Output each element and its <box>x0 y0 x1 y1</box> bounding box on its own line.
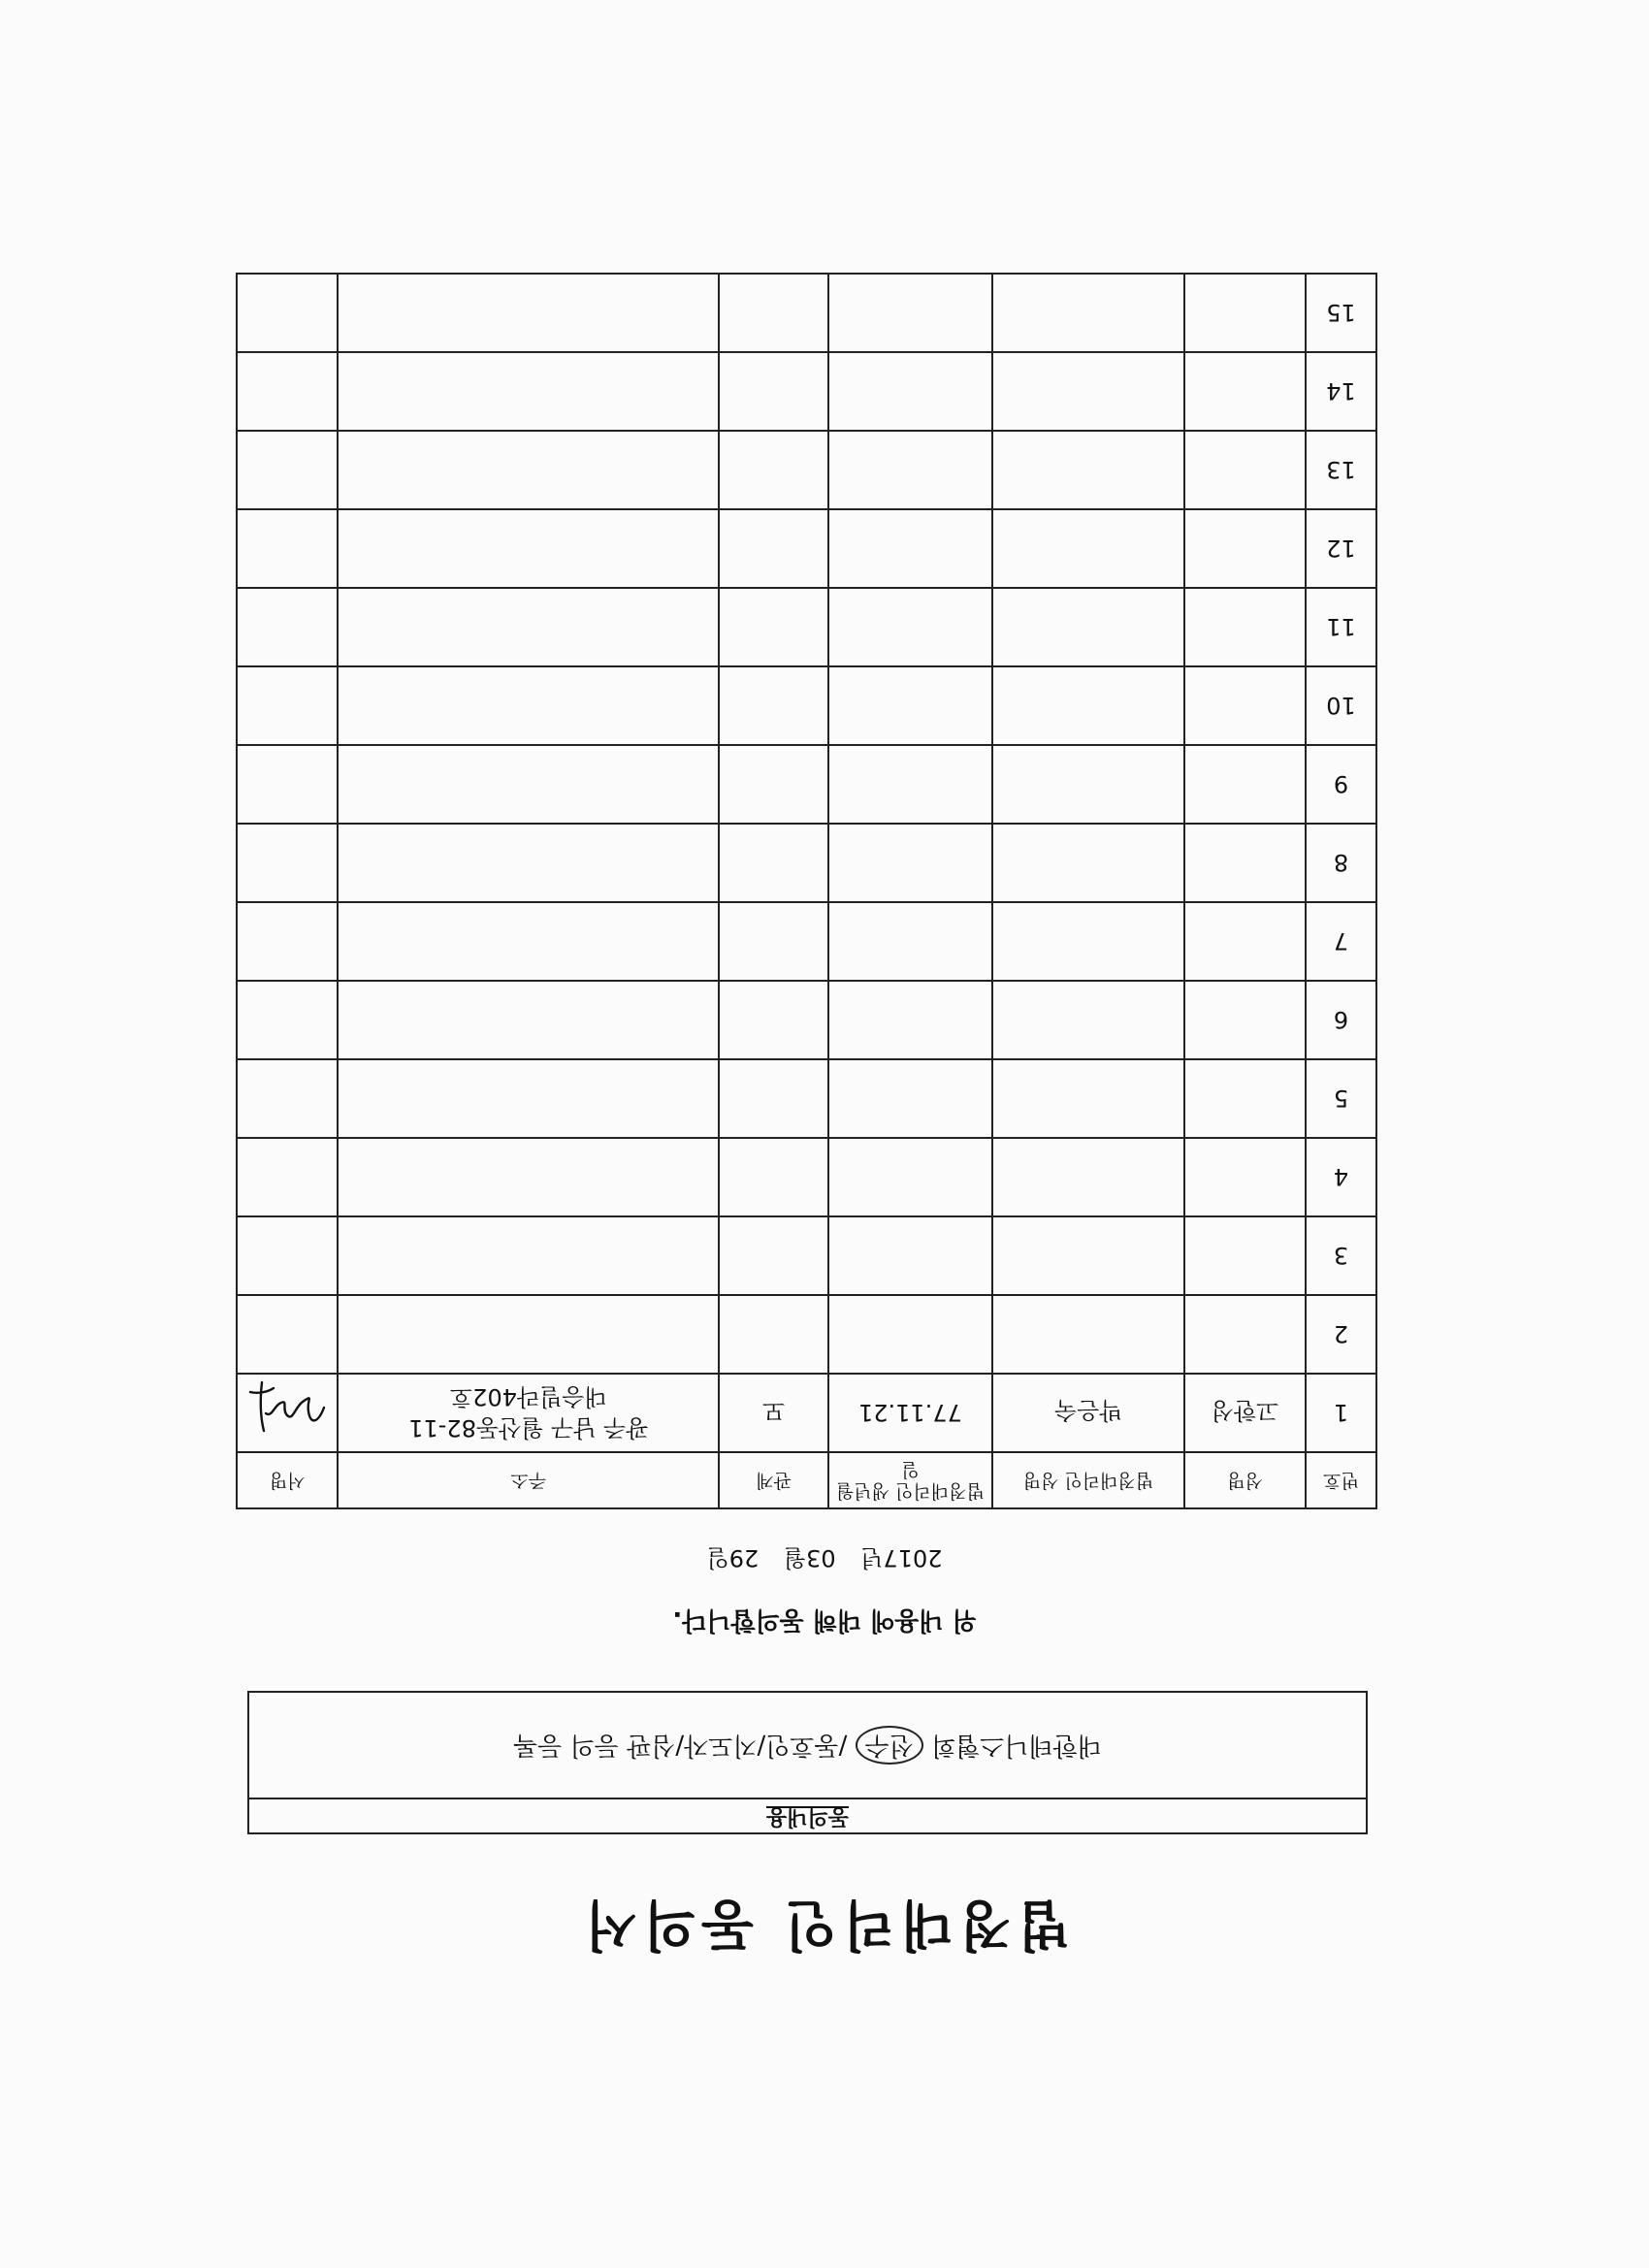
cell-relation <box>719 588 828 666</box>
cell-sign <box>237 1138 338 1216</box>
consent-header: 동의내용 <box>249 1798 1366 1832</box>
cell-rep-name <box>992 824 1184 902</box>
cell-no: 11 <box>1306 588 1376 666</box>
cell-rep-name <box>992 666 1184 745</box>
table-row <box>237 352 1376 431</box>
cell-rep-name <box>992 1138 1184 1216</box>
cell-sign <box>237 274 338 352</box>
cell-sign <box>237 1059 338 1138</box>
cell-name <box>1184 588 1306 666</box>
cell-no: 14 <box>1306 352 1376 431</box>
handwritten-signature <box>242 1376 332 1451</box>
cell-relation <box>719 902 828 981</box>
table-row <box>237 509 1376 588</box>
cell-rep-name <box>992 274 1184 352</box>
cell-address <box>338 1216 719 1295</box>
cell-no: 1 <box>1306 1374 1376 1452</box>
cell-no: 5 <box>1306 1059 1376 1138</box>
cell-rep-name <box>992 1295 1184 1374</box>
cell-relation <box>719 745 828 824</box>
header-rep-name: 법정대리인 성명 <box>992 1452 1184 1508</box>
cell-rep-birth <box>828 274 992 352</box>
cell-rep-birth: 77.11.21 <box>828 1374 992 1452</box>
cell-no: 12 <box>1306 509 1376 588</box>
cell-rep-name <box>992 1216 1184 1295</box>
cell-rep-name: 박은숙 <box>992 1374 1184 1452</box>
cell-rep-birth <box>828 902 992 981</box>
cell-sign <box>237 431 338 509</box>
table-row <box>237 981 1376 1059</box>
cell-address <box>338 745 719 824</box>
table-row <box>237 588 1376 666</box>
cell-rep-name <box>992 902 1184 981</box>
cell-address <box>338 352 719 431</box>
cell-name <box>1184 274 1306 352</box>
table-body <box>237 274 1376 1452</box>
cell-no: 4 <box>1306 1138 1376 1216</box>
cell-address <box>338 274 719 352</box>
cell-no: 10 <box>1306 666 1376 745</box>
cell-address <box>338 1138 719 1216</box>
cell-sign <box>237 824 338 902</box>
cell-rep-birth <box>828 981 992 1059</box>
header-no: 번호 <box>1306 1452 1376 1508</box>
cell-rep-birth <box>828 666 992 745</box>
cell-relation <box>719 509 828 588</box>
cell-sign <box>237 902 338 981</box>
cell-address <box>338 981 719 1059</box>
table-row <box>237 1295 1376 1374</box>
consent-text-after: /동호인/지도자/심판 등의 등록 <box>513 1731 848 1760</box>
cell-name <box>1184 745 1306 824</box>
cell-no: 2 <box>1306 1295 1376 1374</box>
address-line-2: 대승빌라402호 <box>449 1383 607 1411</box>
table-row <box>237 1374 1376 1452</box>
header-address: 주소 <box>338 1452 719 1508</box>
cell-name <box>1184 666 1306 745</box>
cell-rep-birth <box>828 1059 992 1138</box>
cell-name <box>1184 509 1306 588</box>
cell-address <box>338 588 719 666</box>
cell-relation <box>719 1059 828 1138</box>
cell-sign <box>237 745 338 824</box>
cell-sign <box>237 352 338 431</box>
cell-no: 15 <box>1306 274 1376 352</box>
cell-name <box>1184 981 1306 1059</box>
header-sign: 서명 <box>237 1452 338 1508</box>
cell-name: 고한성 <box>1184 1374 1306 1452</box>
cell-name <box>1184 1059 1306 1138</box>
table-row <box>237 824 1376 902</box>
cell-no: 6 <box>1306 981 1376 1059</box>
cell-relation: 모 <box>719 1374 828 1452</box>
cell-name <box>1184 1216 1306 1295</box>
agreement-statement: 위 내용에 대해 동의합니다. <box>672 1605 977 1635</box>
cell-rep-birth <box>828 1138 992 1216</box>
cell-sign <box>237 1216 338 1295</box>
consent-text-before: 대한테니스협회 <box>931 1731 1102 1760</box>
cell-sign <box>237 509 338 588</box>
cell-name <box>1184 824 1306 902</box>
cell-relation <box>719 1138 828 1216</box>
cell-name <box>1184 352 1306 431</box>
cell-sign <box>237 588 338 666</box>
cell-no: 9 <box>1306 745 1376 824</box>
cell-sign <box>237 1374 338 1452</box>
cell-relation <box>719 981 828 1059</box>
cell-no: 8 <box>1306 824 1376 902</box>
cell-rep-name <box>992 509 1184 588</box>
cell-rep-name <box>992 431 1184 509</box>
cell-rep-birth <box>828 745 992 824</box>
consent-box <box>247 1691 1368 1834</box>
cell-relation <box>719 274 828 352</box>
cell-name <box>1184 431 1306 509</box>
cell-rep-name <box>992 1059 1184 1138</box>
header-relation: 관계 <box>719 1452 828 1508</box>
cell-rep-birth <box>828 509 992 588</box>
address-line-1: 광주 남구 월산동82-11 <box>408 1414 649 1442</box>
cell-relation <box>719 1216 828 1295</box>
signing-date: 2017년 03월 29일 <box>706 1544 943 1571</box>
cell-no: 3 <box>1306 1216 1376 1295</box>
cell-rep-name <box>992 588 1184 666</box>
cell-relation <box>719 352 828 431</box>
table-header-row <box>237 1452 1376 1508</box>
cell-rep-name <box>992 981 1184 1059</box>
header-rep-birth: 법정대리인 생년월일 <box>828 1452 992 1508</box>
table-row <box>237 431 1376 509</box>
cell-address <box>338 1295 719 1374</box>
cell-address <box>338 824 719 902</box>
table-row <box>237 1216 1376 1295</box>
cell-no: 13 <box>1306 431 1376 509</box>
cell-address <box>338 1059 719 1138</box>
cell-rep-birth <box>828 588 992 666</box>
cell-name <box>1184 902 1306 981</box>
circled-selection: 선수 <box>856 1726 923 1765</box>
cell-rep-birth <box>828 431 992 509</box>
cell-sign <box>237 981 338 1059</box>
guardian-table <box>236 273 1377 1509</box>
table-row <box>237 666 1376 745</box>
cell-relation <box>719 666 828 745</box>
cell-sign <box>237 666 338 745</box>
consent-content <box>249 1693 1366 1798</box>
cell-name <box>1184 1138 1306 1216</box>
cell-rep-birth <box>828 824 992 902</box>
cell-rep-name <box>992 745 1184 824</box>
cell-sign <box>237 1295 338 1374</box>
cell-relation <box>719 824 828 902</box>
table-row <box>237 902 1376 981</box>
cell-address <box>338 666 719 745</box>
cell-relation <box>719 431 828 509</box>
cell-relation <box>719 1295 828 1374</box>
table-row <box>237 745 1376 824</box>
cell-rep-name <box>992 352 1184 431</box>
table-row <box>237 1059 1376 1138</box>
header-name: 성명 <box>1184 1452 1306 1508</box>
cell-address <box>338 509 719 588</box>
cell-rep-birth <box>828 352 992 431</box>
cell-rep-birth <box>828 1295 992 1374</box>
cell-address <box>338 902 719 981</box>
cell-address <box>338 1374 719 1452</box>
cell-name <box>1184 1295 1306 1374</box>
cell-no: 7 <box>1306 902 1376 981</box>
cell-rep-birth <box>828 1216 992 1295</box>
document-title: 법정대리인 동의서 <box>578 1893 1071 1956</box>
cell-address <box>338 431 719 509</box>
table-row <box>237 1138 1376 1216</box>
table-row <box>237 274 1376 352</box>
